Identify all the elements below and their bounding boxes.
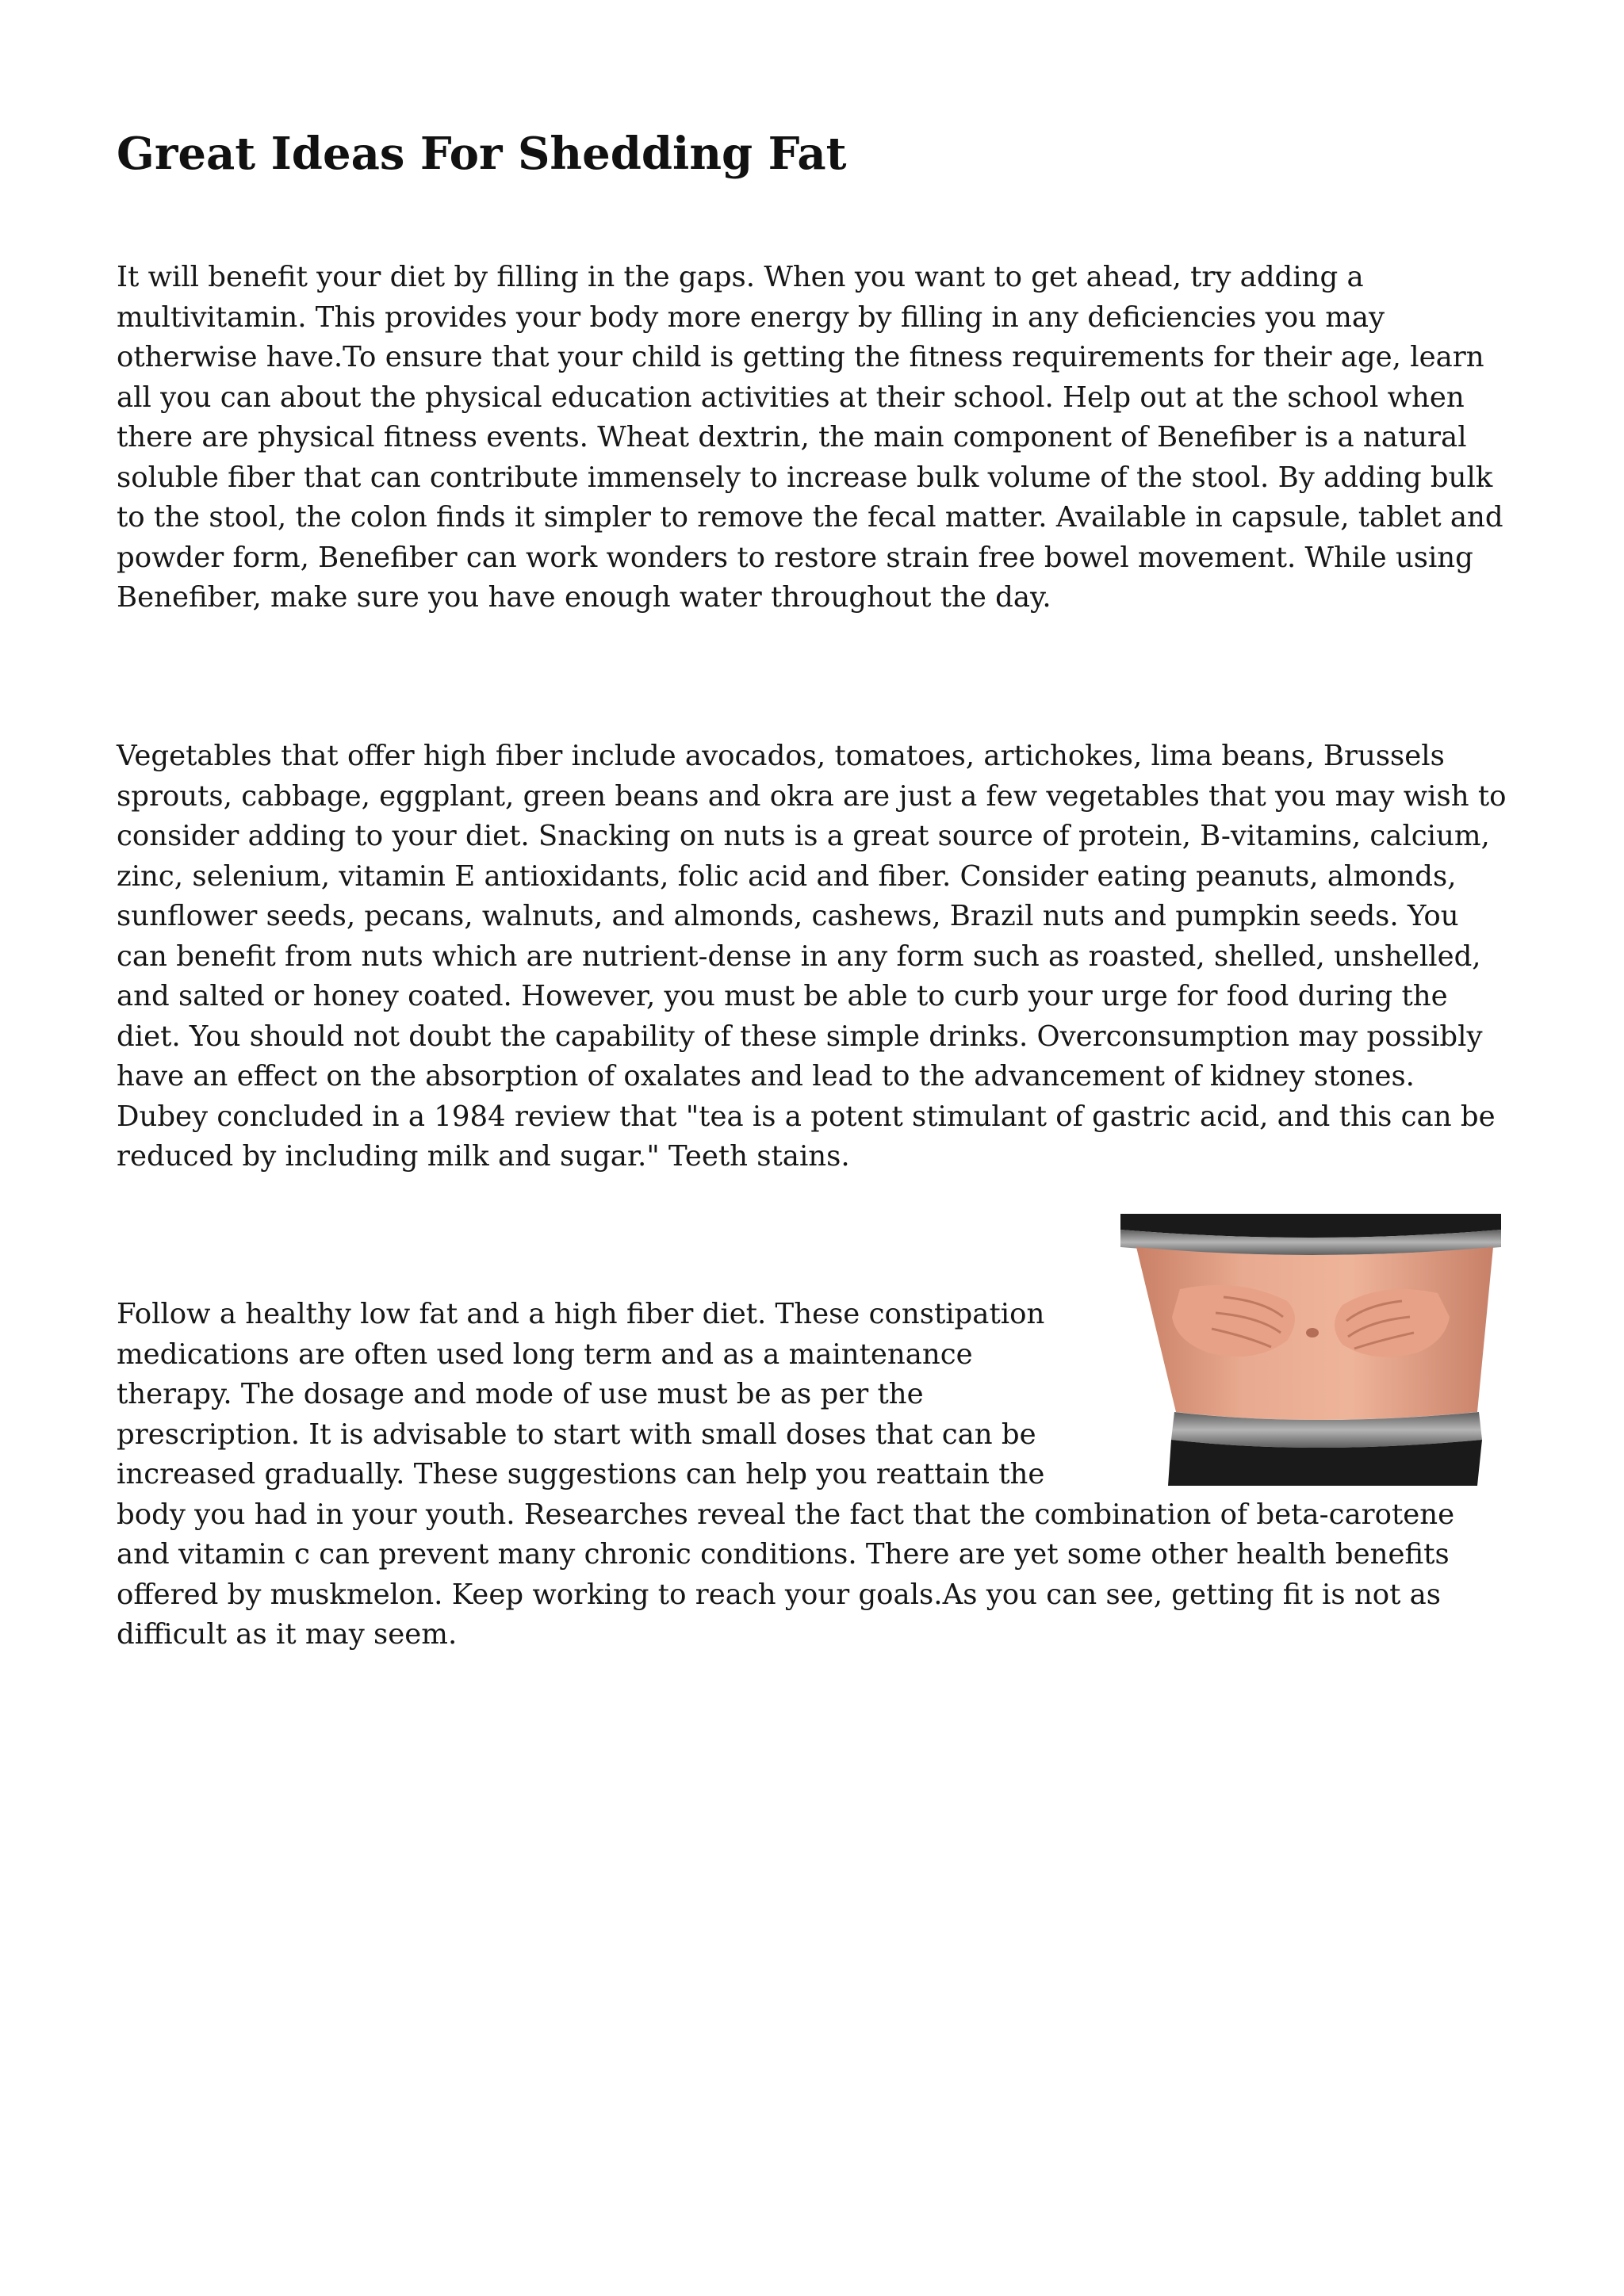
article-paragraph-3: Follow a healthy low fat and a high fiber diet. These constipation medications are often used long term and as a maintenance therapy. The dosage and mode of use must be as per the prescription. It is advisable to start with small doses that can be increased gradually. These suggestions can help you reattain the body you had in your youth. Researches reveal the fact that the combination of beta-carotene and vitamin c can prevent many chronic conditions. There are yet some other health benefits offered by muskmelon. Keep working to reach your goals.As you can see, getting fit is not as difficult as it may seem. bbox=[117, 1298, 1455, 1651]
article-title: Great Ideas For Shedding Fat bbox=[117, 128, 847, 180]
abdomen-photo-icon bbox=[1105, 1214, 1512, 1486]
article-paragraph-1: It will benefit your diet by filling in the gaps. When you want to get ahead, try adding a multivitamin. This provides your body more energy by filling in any deficiencies you may otherwise have.To ensure that your child is getting the fitness requirements for their age, learn all you can about the physical education activities at their school. Help out at the school when there are physical fitness events. Wheat dextrin, the main component of Benefiber is a natural soluble fiber that can contribute immensely to increase bulk volume of the stool. By adding bulk to the stool, the colon finds it simpler to remove the fecal matter. Available in capsule, tablet and powder form, Benefiber can work wonders to restore strain free bowel movement. While using Benefiber, make sure you have enough water throughout the day. bbox=[117, 261, 1503, 614]
article-paragraph-3-block bbox=[117, 1295, 1512, 1655]
article-paragraph-2: Vegetables that offer high fiber include avocados, tomatoes, artichokes, lima beans, Brussels sprouts, cabbage, eggplant, green beans and okra are just a few vegetables that you may wish to consider adding to your diet. Snacking on nuts is a great source of protein, B-vitamins, calcium, zinc, selenium, vitamin E antioxidants, folic acid and fiber. Consider eating peanuts, almonds, sunflower seeds, pecans, walnuts, and almonds, cashews, Brazil nuts and pumpkin seeds. You can benefit from nuts which are nutrient-dense in any form such as roasted, shelled, unshelled, and salted or honey coated. However, you must be able to curb your urge for food during the diet. You should not doubt the capability of these simple drinks. Overconsumption may possibly have an effect on the absorption of oxalates and lead to the advancement of kidney stones. Dubey concluded in a 1984 review that "tea is a potent stimulant of gastric acid, and this can be reduced by including milk and sugar." Teeth stains. bbox=[117, 740, 1507, 1173]
